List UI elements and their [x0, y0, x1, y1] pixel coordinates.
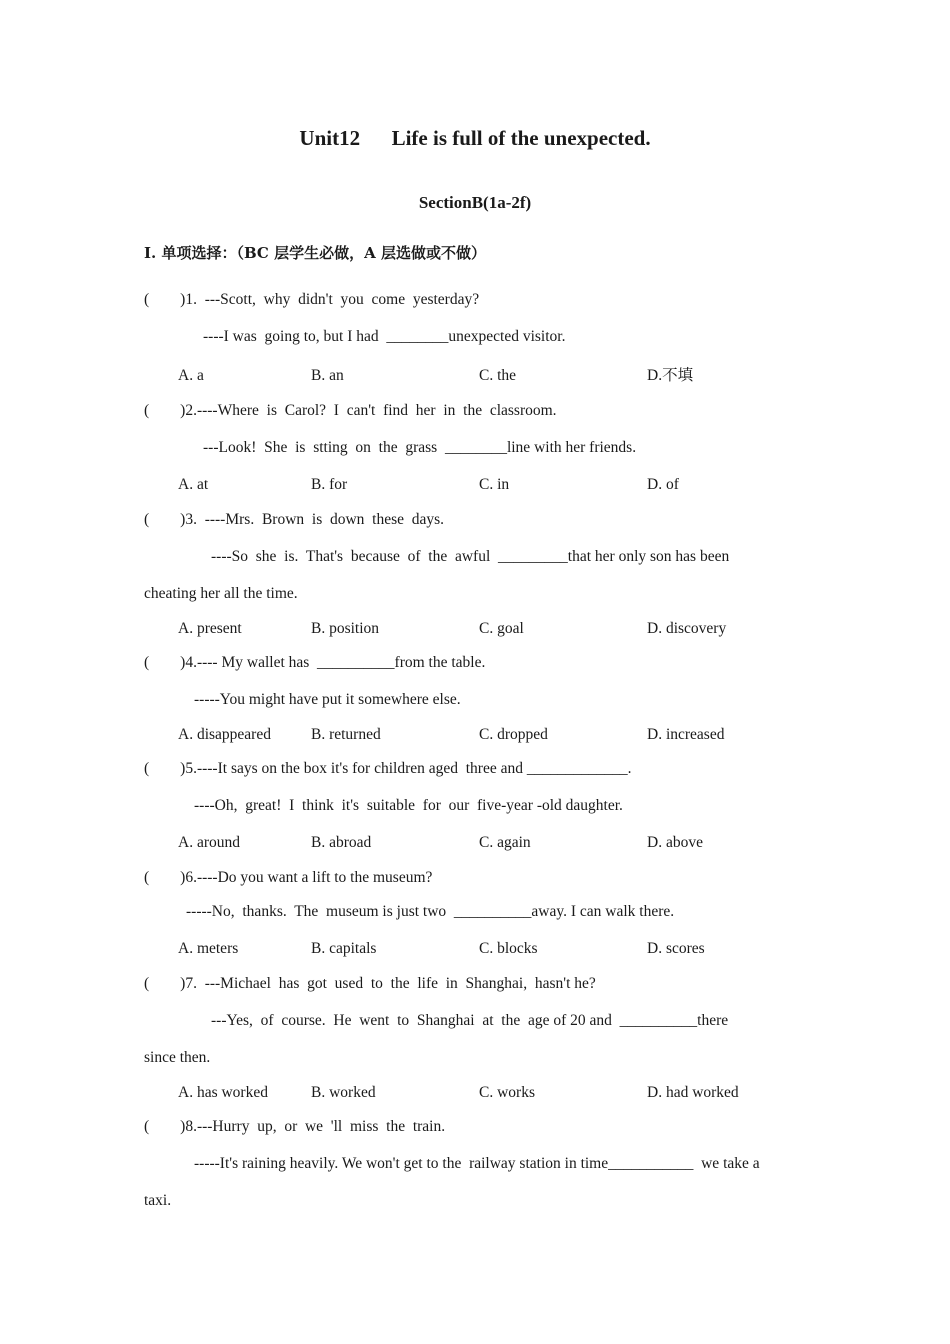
question-5-stem: ( )5.----It says on the box it's for children aged three and _____________.: [144, 760, 632, 777]
question-4-option-d: D. increased: [647, 726, 725, 743]
question-6-option-b: B. capitals: [311, 940, 377, 957]
page-title: Unit12 Life is full of the unexpected.: [299, 126, 651, 150]
question-2-option-b: B. for: [311, 476, 348, 493]
question-5-option-a: A. around: [178, 834, 240, 851]
question-1-option-a: A. a: [178, 367, 204, 384]
question-7-option-b: B. worked: [311, 1084, 376, 1101]
question-1-option-d: D.不填: [647, 367, 694, 384]
question-1-stem: ( )1. ---Scott, why didn't you come yesterday?: [144, 291, 480, 308]
question-1-option-b: B. an: [311, 367, 344, 384]
section-heading: I. 单项选择：（BC 层学生必做，A 层选做或不做）: [144, 244, 486, 262]
question-2-stem: ( )2.----Where is Carol? I can't find her in the classroom.: [144, 402, 557, 419]
question-7-option-a: A. has worked: [178, 1084, 268, 1101]
question-1-reply: ----I was going to, but I had ________unexpected visitor.: [203, 328, 566, 345]
question-3-option-b: B. position: [311, 620, 380, 637]
question-7-stem: ( )7. ---Michael has got used to the life in Shanghai, hasn't he?: [144, 975, 596, 992]
question-3-option-c: C. goal: [479, 620, 524, 637]
question-5-option-b: B. abroad: [311, 834, 372, 851]
question-2-option-a: A. at: [178, 476, 209, 493]
question-8-stem: ( )8.---Hurry up, or we 'll miss the train.: [144, 1118, 446, 1135]
question-5-option-c: C. again: [479, 834, 531, 851]
question-5-option-d: D. above: [647, 834, 703, 851]
question-4-option-a: A. disappeared: [178, 726, 271, 743]
question-3-option-d: D. discovery: [647, 620, 727, 637]
question-4-option-b: B. returned: [311, 726, 381, 743]
question-3-option-a: A. present: [178, 620, 242, 637]
question-6-stem: ( )6.----Do you want a lift to the museum?: [144, 869, 433, 886]
question-6-option-a: A. meters: [178, 940, 239, 957]
question-8-reply-cont: taxi.: [144, 1192, 172, 1209]
question-2-reply: ---Look! She is stting on the grass ________line with her friends.: [203, 439, 637, 456]
question-7-option-c: C. works: [479, 1084, 535, 1101]
question-7-reply-cont: since then.: [144, 1049, 211, 1066]
question-3-stem: ( )3. ----Mrs. Brown is down these days.: [144, 511, 445, 528]
question-7-reply: ---Yes, of course. He went to Shanghai at the age of 20 and __________there: [211, 1012, 729, 1029]
question-7-option-d: D. had worked: [647, 1084, 739, 1101]
question-4-reply: -----You might have put it somewhere else.: [194, 691, 461, 708]
question-6-reply: -----No, thanks. The museum is just two __________away. I can walk there.: [186, 903, 675, 920]
question-5-reply: ----Oh, great! I think it's suitable for our five-year -old daughter.: [194, 797, 623, 814]
question-6-option-d: D. scores: [647, 940, 705, 957]
question-4-option-c: C. dropped: [479, 726, 548, 743]
question-3-reply-cont: cheating her all the time.: [144, 585, 298, 602]
question-4-stem: ( )4.---- My wallet has __________from the table.: [144, 654, 486, 671]
question-8-reply: -----It's raining heavily. We won't get to the railway station in time___________ we take a: [194, 1155, 760, 1172]
section-subtitle: SectionB(1a-2f): [418, 193, 532, 212]
question-6-option-c: C. blocks: [479, 940, 538, 957]
question-2-option-d: D. of: [647, 476, 679, 493]
question-1-option-c: C. the: [479, 367, 517, 384]
question-2-option-c: C. in: [479, 476, 510, 493]
question-3-reply: ----So she is. That's because of the awful _________that her only son has been: [211, 548, 730, 565]
